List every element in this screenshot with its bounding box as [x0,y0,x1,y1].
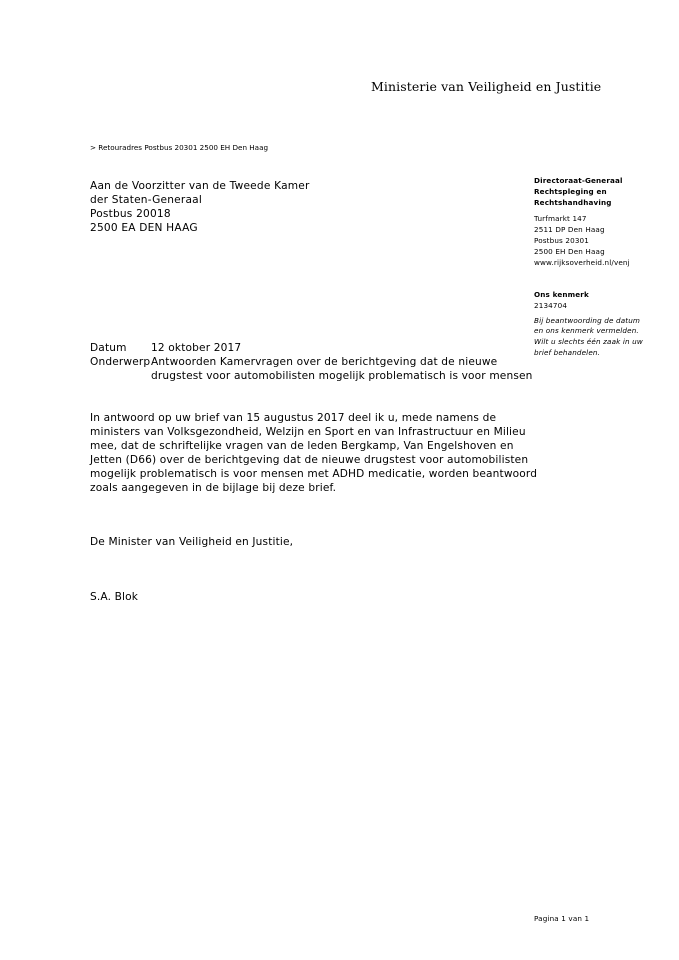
subject-row [90,355,533,383]
sender-block [534,176,630,268]
body-line: ministers van Volksgezondheid, Welzijn en Sport en van Infrastructuur en Milieu [90,426,526,438]
reference-block [534,290,643,359]
date-value: 12 oktober 2017 [151,342,242,354]
reference-note-line: en ons kenmerk vermelden. [534,326,639,336]
body-line: Jetten (D66) over de berichtgeving dat de nieuwe drugstest voor automobilisten [90,454,529,466]
sender-website: www.rijksoverheid.nl/venj [534,257,630,267]
sender-address-line: 2511 DP Den Haag [534,225,605,235]
date-row [90,341,533,355]
body-line: In antwoord op uw brief van 15 augustus 2017 deel ik u, mede namens de [90,412,497,424]
recipient-line: der Staten-Generaal [90,194,202,206]
subject-label: Onderwerp [90,356,151,368]
reference-label: Ons kenmerk [534,290,589,299]
sender-address-line: 2500 EH Den Haag [534,246,605,256]
letter-body [90,411,538,495]
department-line: Rechtspleging en [534,186,607,196]
recipient-address [90,179,310,235]
subject-line: Antwoorden Kamervragen over de berichtgeving dat de nieuwe [151,356,498,368]
sender-address-line: Postbus 20301 [534,235,589,245]
return-address: > Retouradres Postbus 20301 2500 EH Den Haag [90,143,269,152]
body-line: zoals aangegeven in de bijlage bij deze brief. [90,482,337,494]
recipient-line: 2500 EA DEN HAAG [90,222,198,234]
signature-name: S.A. Blok [90,591,139,603]
letter-meta [90,341,533,383]
ministry-header: Ministerie van Veiligheid en Justitie [371,79,602,94]
date-label: Datum [90,342,127,354]
department-line: Rechtshandhaving [534,197,612,207]
subject-value [151,355,533,383]
sender-address-line: Turfmarkt 147 [534,214,587,224]
recipient-line: Aan de Voorzitter van de Tweede Kamer [90,180,310,192]
reference-note-line: Bij beantwoording de datum [534,315,641,325]
subject-line: drugstest voor automobilisten mogelijk problematisch is voor mensen [151,370,533,382]
body-line: mogelijk problematisch is voor mensen met ADHD medicatie, worden beantwoord [90,468,538,480]
closing-line: De Minister van Veiligheid en Justitie, [90,536,294,548]
department-line: Directoraat-Generaal [534,176,623,185]
reference-number: 2134704 [534,300,568,310]
reference-note-line: Wilt u slechts één zaak in uw [534,337,643,347]
recipient-line: Postbus 20018 [90,208,171,220]
reference-note-line: brief behandelen. [534,347,601,357]
page-number: Pagina 1 van 1 [534,914,590,923]
body-line: mee, dat de schriftelijke vragen van de leden Bergkamp, Van Engelshoven en [90,440,514,452]
